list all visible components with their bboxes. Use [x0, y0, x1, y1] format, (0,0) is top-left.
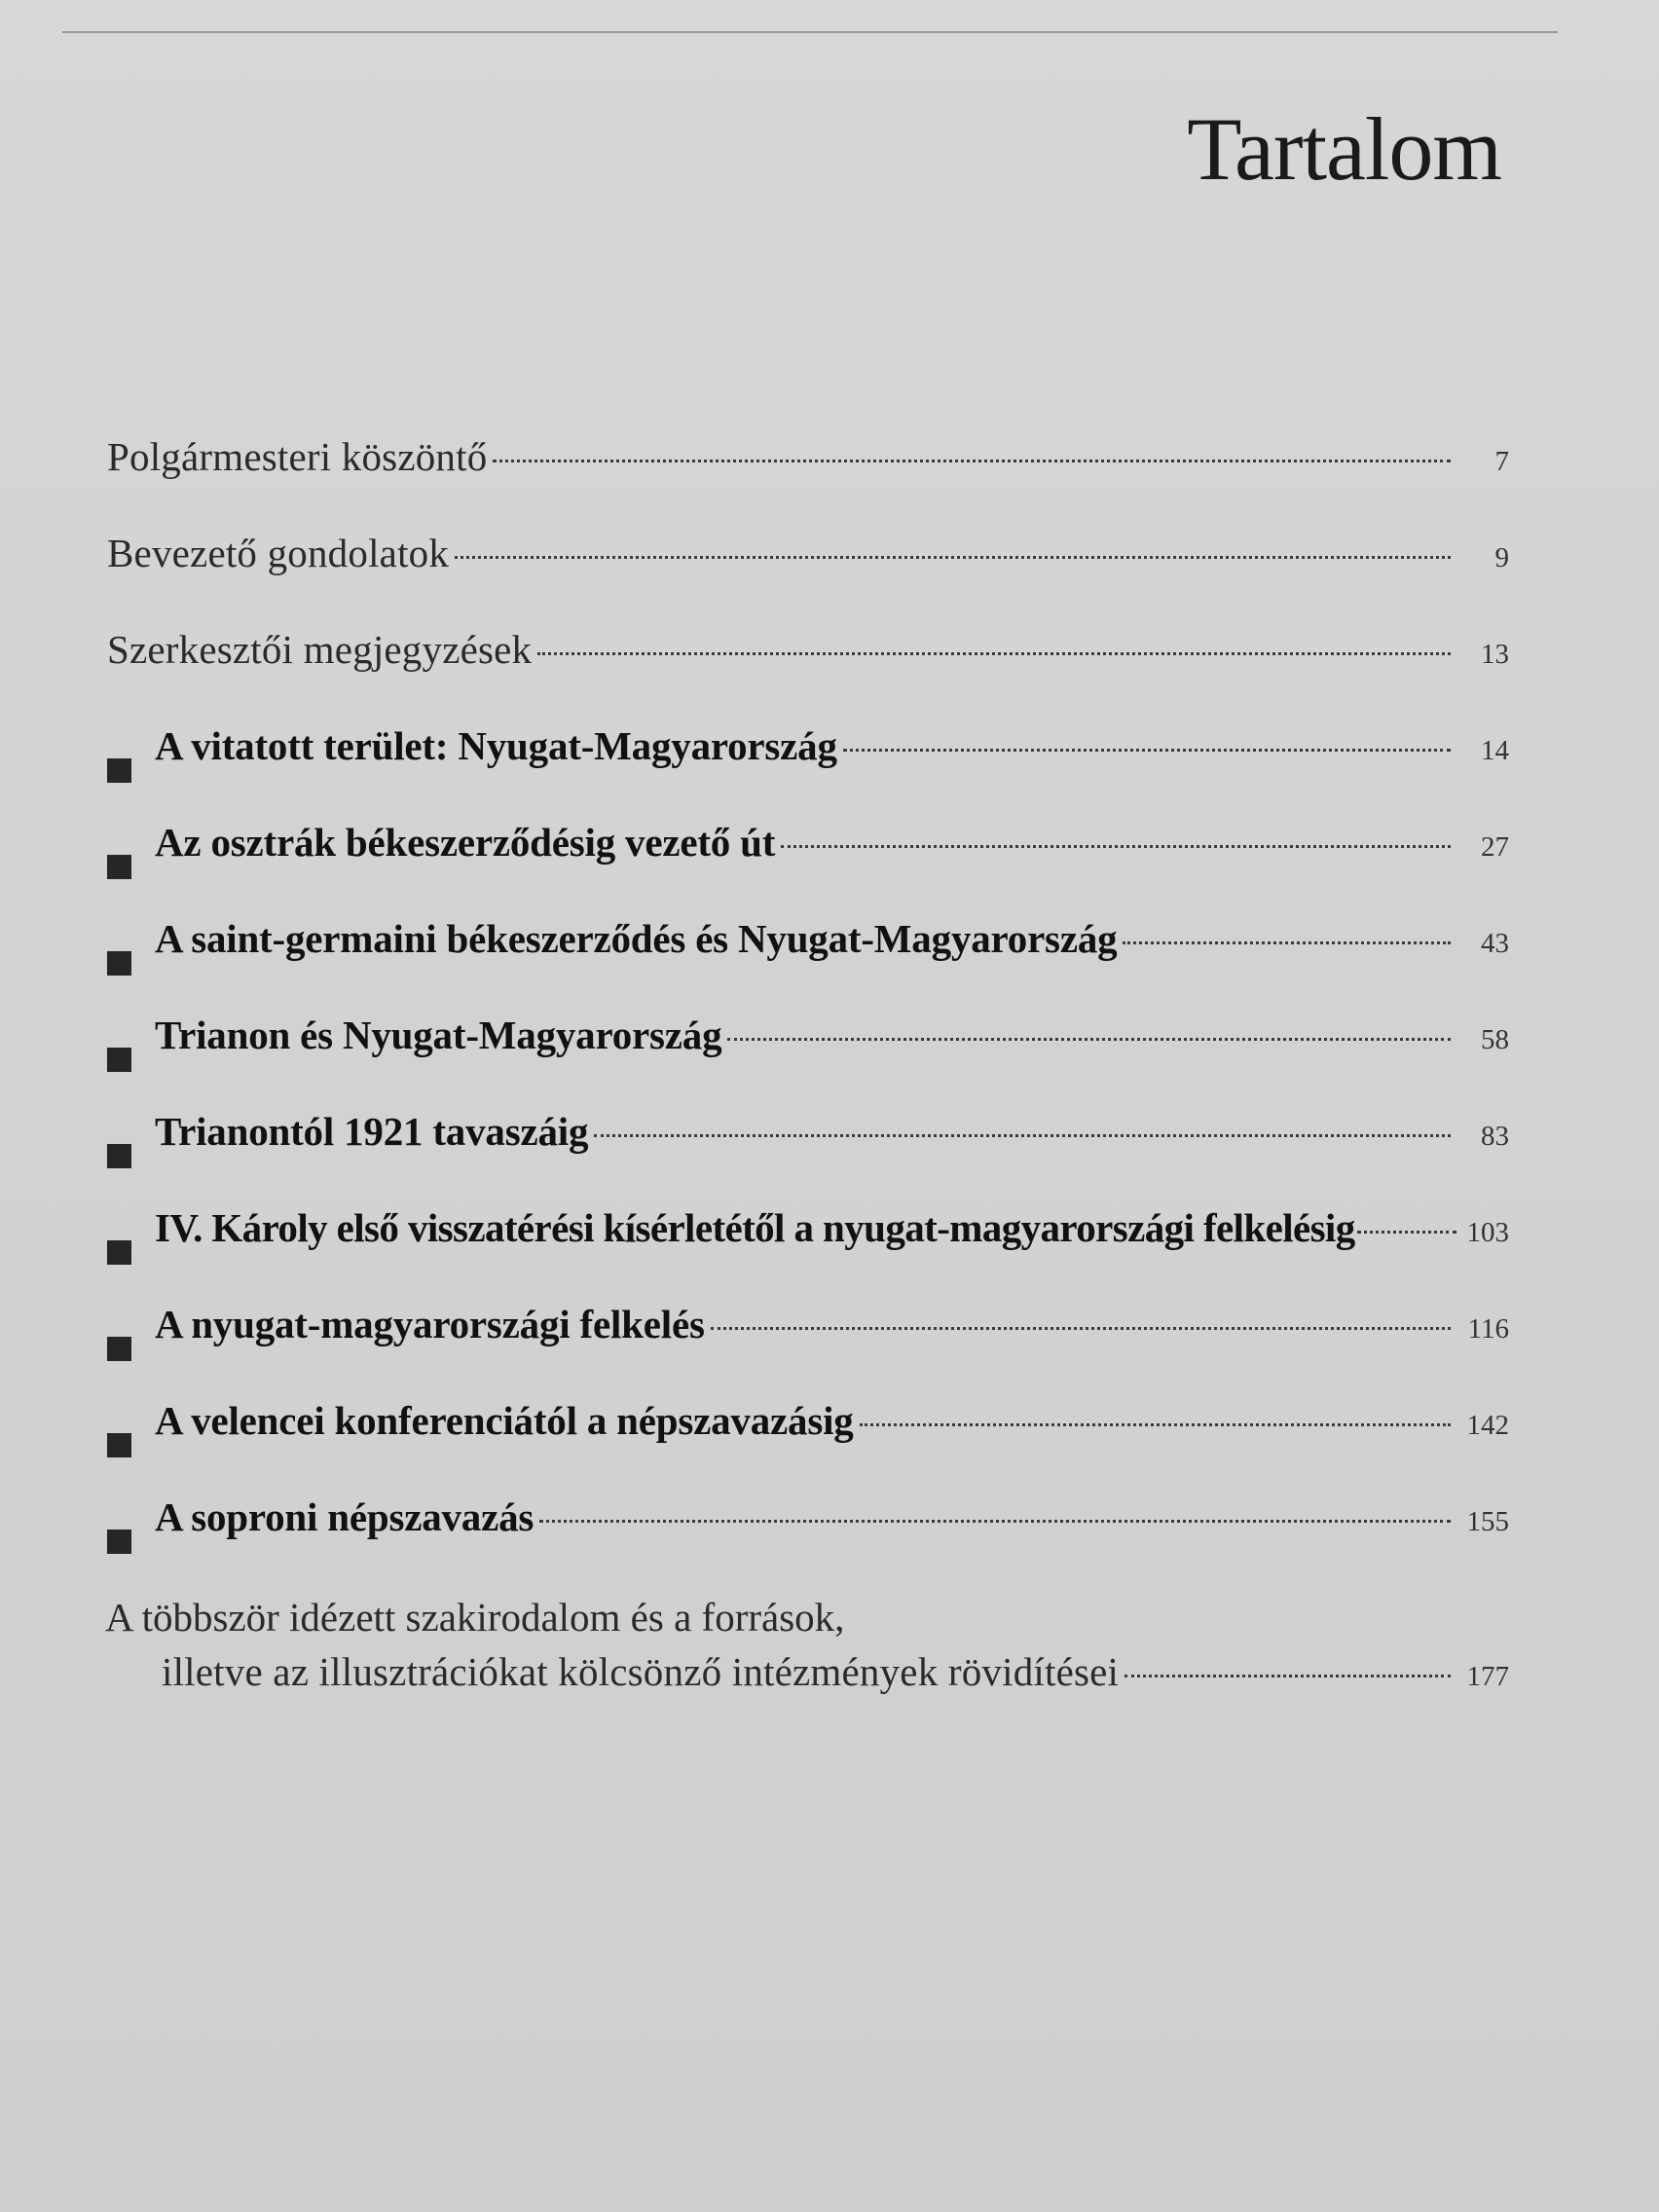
- toc-entry-title: Trianon és Nyugat-Magyarország: [155, 1013, 722, 1057]
- dot-leader: [860, 1423, 1451, 1426]
- dot-leader: [727, 1038, 1451, 1041]
- dot-leader: [1124, 1675, 1451, 1677]
- toc-page-number: 9: [1494, 542, 1509, 573]
- toc-page-number: 116: [1467, 1313, 1509, 1345]
- dot-leader: [455, 556, 1451, 559]
- toc-page-number: 14: [1481, 735, 1509, 766]
- toc-page-number: 103: [1466, 1217, 1509, 1248]
- toc-entry-title: Trianontól 1921 tavaszáig: [155, 1109, 589, 1154]
- toc-entry-title: Bevezető gondolatok: [107, 531, 450, 575]
- page-title: Tartalom: [1187, 99, 1501, 199]
- toc-page-number: 58: [1481, 1024, 1509, 1055]
- toc-chapter-entry: [107, 1301, 1509, 1397]
- toc-entry-abbreviations: [107, 1594, 1509, 1695]
- toc-entry: [107, 433, 1509, 530]
- table-of-contents: [107, 433, 1509, 1695]
- square-bullet-icon: [107, 1337, 131, 1361]
- toc-entry-title: A velencei konferenciától a népszavazásig: [155, 1398, 854, 1443]
- toc-entry-title: A vitatott terület: Nyugat-Magyarország: [155, 723, 837, 768]
- toc-entry-title: Polgármesteri köszöntő: [107, 434, 488, 479]
- toc-entry-title: A saint-germaini békeszerződés és Nyugat-Magyarország: [155, 916, 1118, 961]
- square-bullet-icon: [107, 1240, 131, 1265]
- toc-entry-title: IV. Károly első visszatérési kísérletétől a nyugat-magyarországi felkelésig: [155, 1205, 1355, 1250]
- dot-leader: [711, 1327, 1451, 1330]
- toc-page-number: 13: [1481, 639, 1509, 670]
- square-bullet-icon: [107, 951, 131, 976]
- top-rule: [62, 31, 1558, 33]
- toc-entry-title-line2: illetve az illusztrációkat kölcsönző intézmények rövidítései: [162, 1649, 1120, 1694]
- square-bullet-icon: [107, 1433, 131, 1457]
- toc-entry-title: Az osztrák békeszerződésig vezető út: [155, 820, 776, 865]
- toc-entry: [107, 530, 1509, 626]
- dot-leader: [781, 845, 1451, 848]
- toc-entry-title-line1: A többször idézett szakirodalom és a források,: [105, 1595, 845, 1640]
- dot-leader: [843, 749, 1451, 752]
- dot-leader: [594, 1134, 1451, 1137]
- toc-entry-title: Szerkesztői megjegyzések: [107, 627, 533, 672]
- toc-entry-line2: [107, 1648, 1509, 1695]
- square-bullet-icon: [107, 758, 131, 783]
- toc-chapter-entry: [107, 1397, 1509, 1493]
- toc-page-number: 27: [1481, 831, 1509, 863]
- square-bullet-icon: [107, 1530, 131, 1554]
- toc-entry-title: A soproni népszavazás: [155, 1494, 535, 1539]
- toc-page-number: 7: [1494, 446, 1509, 477]
- toc-chapter-entry: [107, 819, 1509, 915]
- toc-chapter-entry: [107, 722, 1509, 819]
- dot-leader: [493, 460, 1451, 462]
- toc-page-number: 155: [1466, 1506, 1509, 1537]
- toc-entry-title: A nyugat-magyarországi felkelés: [155, 1302, 705, 1346]
- toc-page-number: 83: [1481, 1121, 1509, 1152]
- toc-page-number: 177: [1466, 1661, 1509, 1692]
- dot-leader: [537, 652, 1451, 655]
- dot-leader: [539, 1520, 1451, 1523]
- toc-chapter-entry: [107, 1493, 1509, 1590]
- toc-page-number: 142: [1466, 1410, 1509, 1441]
- toc-chapter-entry: [107, 1108, 1509, 1204]
- square-bullet-icon: [107, 855, 131, 879]
- dot-leader: [1357, 1231, 1456, 1234]
- dot-leader: [1123, 941, 1451, 944]
- toc-chapter-entry: [107, 1204, 1509, 1301]
- toc-entry: [107, 626, 1509, 722]
- toc-chapter-entry: [107, 915, 1509, 1012]
- square-bullet-icon: [107, 1048, 131, 1072]
- toc-chapter-entry: [107, 1012, 1509, 1108]
- square-bullet-icon: [107, 1144, 131, 1168]
- toc-page-number: 43: [1481, 928, 1509, 959]
